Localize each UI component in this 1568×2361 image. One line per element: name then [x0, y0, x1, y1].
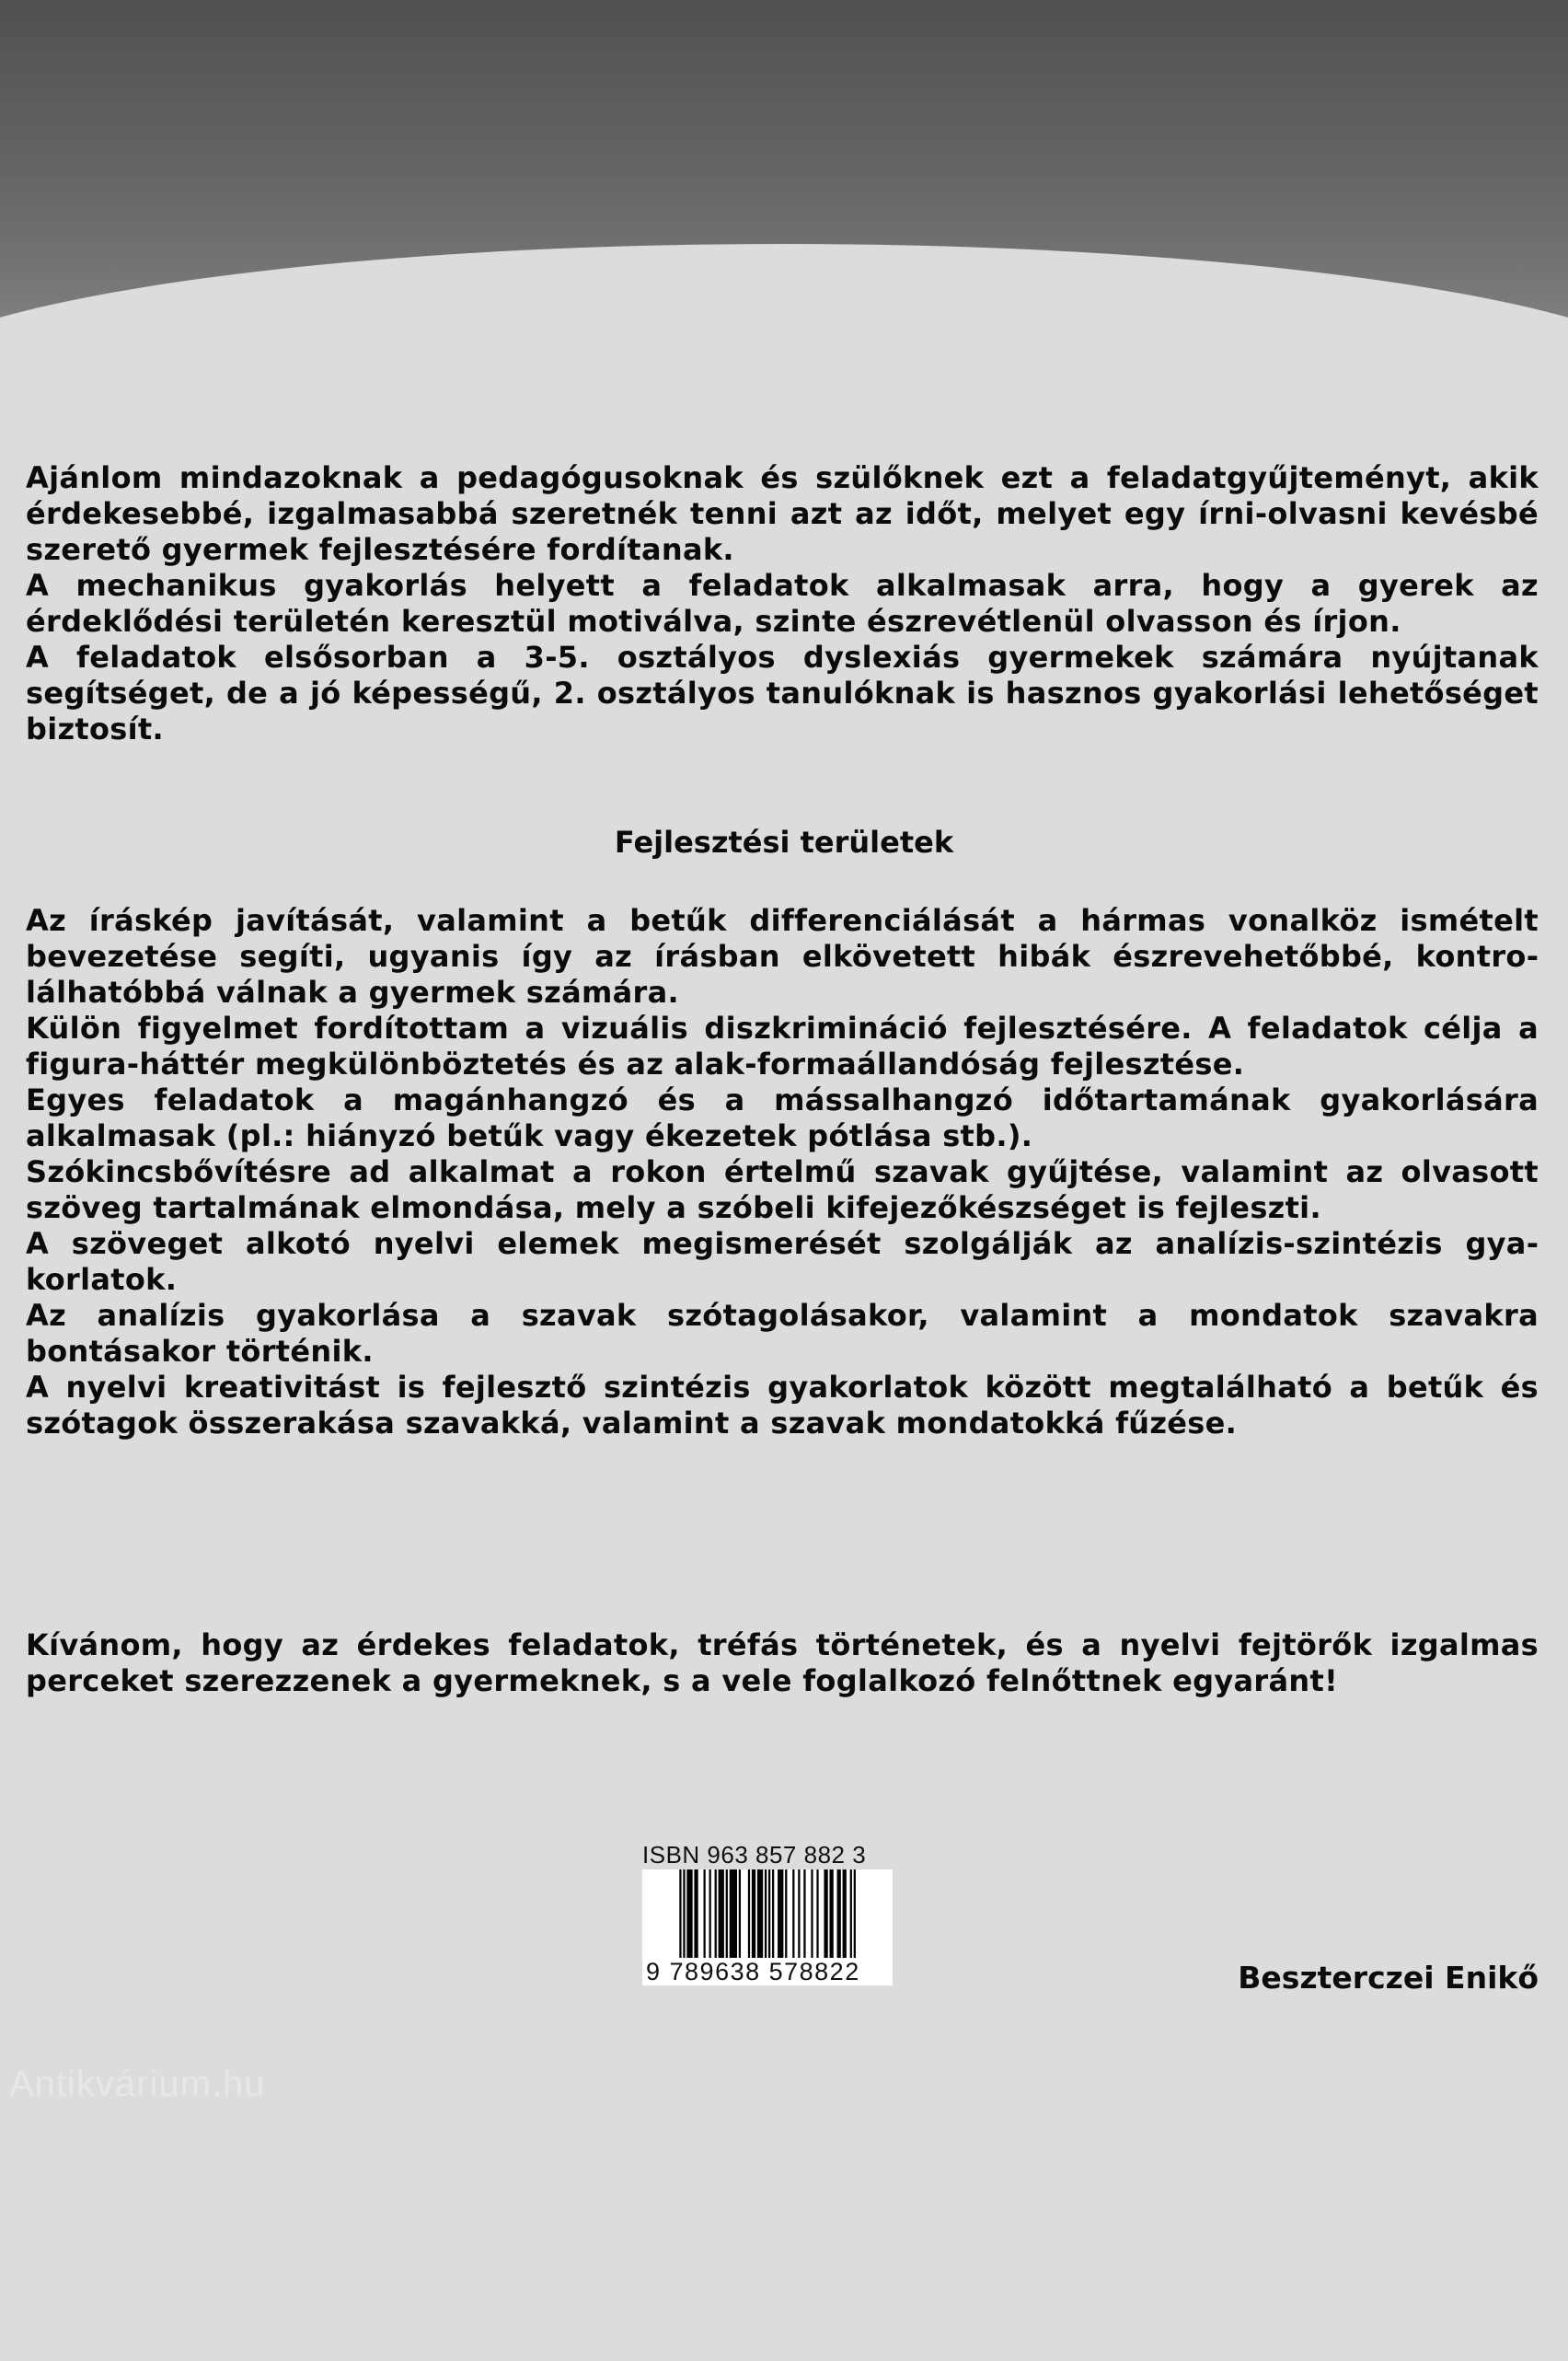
- barcode-bar: [845, 1869, 847, 1958]
- barcode-bar: [825, 1869, 827, 1958]
- barcode-bar: [798, 1869, 800, 1958]
- barcode-bar: [730, 1869, 732, 1958]
- barcode-bar: [803, 1869, 805, 1958]
- barcode-bar: [837, 1869, 839, 1958]
- development-paragraph: Külön figyelmet fordítottam a vizuális diszkrimináció fejlesztésére. A feladatok célja a figura-háttér megkülönböztetés és az alak-formaállandóság fejlesztése.: [26, 1011, 1539, 1082]
- intro-paragraph: Ajánlom mindazoknak a pedagógusoknak és szülőknek ezt a feladatgyűjteményt, akik érdekesebbé, izgalmasabbá szeretnék tenni azt az időt, melyet egy írni-olvasni kevésbé szerető gyermek fejlesztésére fordítanak.: [26, 460, 1539, 567]
- barcode-bar: [778, 1869, 779, 1958]
- barcode-bar: [843, 1869, 845, 1958]
- development-areas-text: [26, 903, 1539, 1441]
- barcode-bar: [694, 1869, 696, 1958]
- barcode-bar: [757, 1869, 759, 1958]
- barcode-bar: [721, 1869, 722, 1958]
- development-paragraph: A nyelvi kreativitást is fejlesztő szintézis gyakorlatok között megtalálható a betűk és szótagok összerakása szavakká, valamint a szavak mondatokká fűzése.: [26, 1370, 1539, 1441]
- development-paragraph: Egyes feladatok a magánhangzó és a mássalhangzó időtartamának gyakorlására alkalmasak (pl.: hiányzó betűk vagy ékezetek pótlása stb.).: [26, 1082, 1539, 1153]
- barcode-bar: [719, 1869, 721, 1958]
- barcode-bar: [811, 1869, 813, 1958]
- barcode-bar: [722, 1869, 724, 1958]
- intro-text: [26, 460, 1539, 747]
- barcode-bar: [830, 1869, 832, 1958]
- barcode-bar: [781, 1869, 783, 1958]
- barcode-bar: [779, 1869, 781, 1958]
- barcode-bar: [726, 1869, 728, 1958]
- intro-paragraph: A feladatok elsősorban a 3-5. osztályos dyslexiás gyermekek számára nyújtanak segítséget, de a jó képességű, 2. osztályos tanulóknak is hasznos gyakorlási lehetőséget biztosít.: [26, 640, 1539, 746]
- barcode-bar: [785, 1869, 787, 1958]
- barcode: [642, 1869, 893, 1958]
- barcode-bar: [850, 1869, 852, 1958]
- closing-text: [26, 1627, 1539, 1699]
- barcode-bar: [759, 1869, 761, 1958]
- barcode-bar: [739, 1869, 741, 1958]
- development-paragraph: Az analízis gyakorlása a szavak szótagolásakor, valamint a mondatok szavakra bontásakor történik.: [26, 1298, 1539, 1369]
- barcode-bar: [733, 1869, 735, 1958]
- isbn-label: ISBN 963 857 882 3: [642, 1841, 867, 1869]
- barcode-bar: [690, 1869, 692, 1958]
- isbn-barcode-area: [642, 1841, 900, 1985]
- barcode-bar: [696, 1869, 698, 1958]
- barcode-bar: [686, 1869, 688, 1958]
- barcode-bar: [703, 1869, 705, 1958]
- barcode-bar: [792, 1869, 794, 1958]
- closing-paragraph: Kívánom, hogy az érdekes feladatok, tréfás történetek, és a nyelvi fejtörők izgalmas perceket szerezzenek a gyermeknek, s a vele foglalkozó felnőttnek egyaránt!: [26, 1627, 1539, 1698]
- watermark: Antikvárium.hu: [9, 2064, 266, 2104]
- barcode-number: 9 789638 578822: [642, 1958, 893, 1985]
- barcode-bar: [735, 1869, 737, 1958]
- intro-paragraph: A mechanikus gyakorlás helyett a feladatok alkalmasak arra, hogy a gyerek az érdeklődési területén keresztül motiválva, szinte észrevétlenül olvasson és írjon.: [26, 568, 1539, 639]
- barcode-bar: [765, 1869, 767, 1958]
- barcode-bar: [754, 1869, 755, 1958]
- barcode-bar: [839, 1869, 841, 1958]
- development-paragraph: A szöveget alkotó nyelvi elemek megismerését szolgálják az analízis-szintézis gyakorlatok.: [26, 1226, 1539, 1297]
- section-title: Fejlesztési területek: [614, 825, 954, 860]
- barcode-bar: [854, 1869, 856, 1958]
- barcode-bar: [752, 1869, 754, 1958]
- barcode-bar: [761, 1869, 763, 1958]
- barcode-bar: [688, 1869, 690, 1958]
- barcode-bar: [732, 1869, 733, 1958]
- barcode-bar: [824, 1869, 825, 1958]
- barcode-bar: [715, 1869, 717, 1958]
- development-paragraph: Szókincsbővítésre ad alkalmat a rokon értelmű szavak gyűjtése, valamint az olvasott szöveg tartalmának elmondása, mely a szóbeli kifejezőkészséget is fejleszti.: [26, 1154, 1539, 1225]
- barcode-bar: [768, 1869, 770, 1958]
- development-paragraph: Az íráskép javítását, valamint a betűk differenciálását a hármas vonalköz ismételt bevezetése segíti, ugyanis így az írásban elkövetett hibák észrevehetőbbé, kontrolálhatóbbá válnak a gyermek számára.: [26, 903, 1539, 1010]
- barcode-bar: [748, 1869, 750, 1958]
- author-name: Beszterczei Enikő: [1238, 1960, 1539, 1996]
- barcode-bar: [679, 1869, 681, 1958]
- barcode-bar: [772, 1869, 774, 1958]
- barcode-bar: [709, 1869, 711, 1958]
- barcode-bar: [832, 1869, 834, 1958]
- barcode-bar: [816, 1869, 818, 1958]
- barcode-bar: [683, 1869, 685, 1958]
